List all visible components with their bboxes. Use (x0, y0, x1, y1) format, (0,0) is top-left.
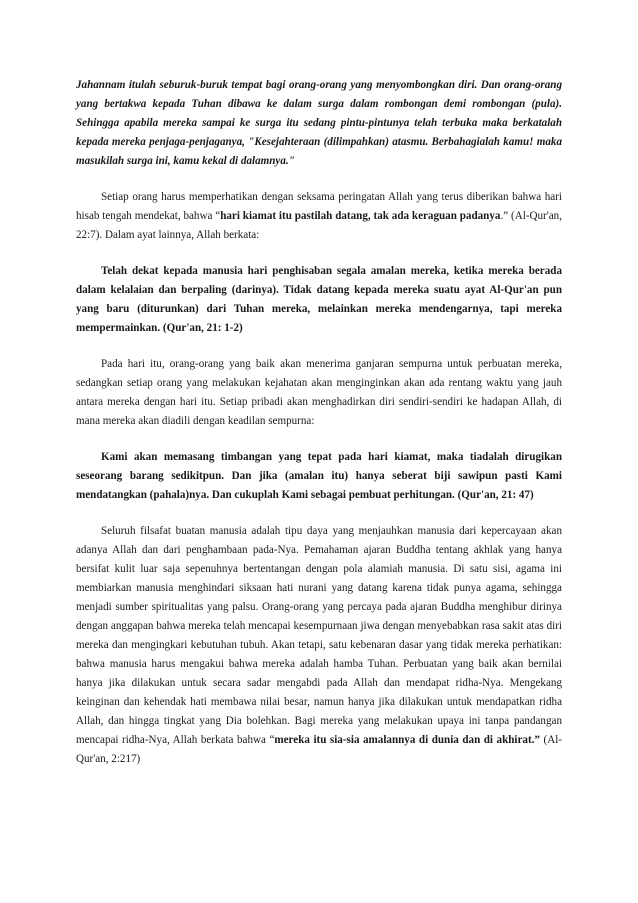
paragraph-text: (Al-Qur'an, 2:217) (76, 734, 562, 765)
paragraph-spacer (76, 505, 562, 522)
paragraph-quran-verse-21-47: Kami akan memasang timbangan yang tepat pada hari kiamat, maka tiadalah dirugikan seseorang barang sedikitpun. Dan jika (amalan itu) hanya seberat biji sawipun pasti Kami mendatangkan (pahala)nya. Dan cukuplah Kami sebagai pembuat perhitungan. (Qur'an, 21: 47) (76, 451, 562, 501)
paragraph-judgement-day: Pada hari itu, orang-orang yang baik akan menerima ganjaran sempurna untuk perbuatan mereka, sedangkan setiap orang yang melakukan kejahatan akan menginginkan akan ada rentang waktu yang jauh antara mereka dengan hari itu. Setiap pribadi akan menghadirkan diri sendiri-sendiri ke hadapan Allah, di mana mereka akan diadili dengan keadilan sempurna: (76, 358, 562, 427)
paragraph-spacer (76, 431, 562, 448)
document-body (76, 76, 562, 769)
paragraph-text: Setiap orang harus memperhatikan dengan seksama peringatan Allah yang terus diberikan bahwa hari hisab tengah mendekat, bahwa “ (76, 191, 562, 222)
paragraph-spacer (76, 338, 562, 355)
paragraph-quran-verse-21-1-2: Telah dekat kepada manusia hari penghisaban segala amalan mereka, ketika mereka berada dalam kelalaian dan berpaling (darinya). Tidak datang kepada mereka suatu ayat Al-Qur'an pun yang baru (diturunkan) dari Tuhan mereka, melainkan mereka mendengarnya, tapi mereka mempermainkan. (Qur'an, 21: 1-2) (76, 265, 562, 334)
emphasized-quote: hari kiamat itu pastilah datang, tak ada keraguan padanya (220, 210, 501, 222)
paragraph-quran-verse-jahannam: Jahannam itulah seburuk-buruk tempat bagi orang-orang yang menyombongkan diri. Dan orang-orang yang bertakwa kepada Tuhan dibawa ke dalam surga dalam rombongan demi rombongan (pula). Sehingga apabila mereka sampai ke surga itu sedang pintu-pintunya telah terbuka maka berkatalah kepada mereka penjaga-penjaganya, "Kesejahteraan (dilimpahkan) atasmu. Berbahagialah kamu! maka masukilah surga ini, kamu kekal di dalamnya." (76, 79, 562, 167)
emphasized-quote: mereka itu sia-sia amalannya di dunia dan di akhirat.” (274, 734, 540, 746)
paragraph-spacer (76, 245, 562, 262)
paragraph-text: Seluruh filsafat buatan manusia adalah tipu daya yang menjauhkan manusia dari kepercayaan akan adanya Allah dan dari penghambaan pada-Nya. Pemahaman ajaran Buddha tentang akhlak yang hanya bersifat kulit luar saja sepenuhnya bertentangan dengan pola alamiah manusia. Di satu sisi, agama ini membiarkan manusia menghindari siksaan hati nurani yang datang karena tidak punya agama, sehingga menjadi sumber spiritualitas yang palsu. Orang-orang yang percaya pada ajaran Buddha menghibur dirinya dengan anggapan bahwa mereka telah mencapai kesempurnaan jiwa dengan menyebabkan rasa sakit atas diri mereka dan mengingkari kebutuhan tubuh. Akan tetapi, satu kebenaran dasar yang tidak mereka perhatikan: bahwa manusia harus mengakui bahwa mereka adalah hamba Tuhan. Perbuatan yang baik akan bernilai hanya jika dilakukan untuk secara sadar mengabdi pada Allah dan mendapat ridha-Nya. Mengekang keinginan dan kehendak hati membawa nilai besar, namun hanya jika dilakukan untuk mendapatkan ridha Allah, dan hingga tingkat yang Dia bolehkan. Bagi mereka yang melakukan upaya ini tanpa pandangan mencapai ridha-Nya, Allah berkata bahwa “ (76, 525, 562, 746)
paragraph-spacer (76, 171, 562, 188)
paragraph-text: .” (Al-Qur'an, 22:7). Dalam ayat lainnya, Allah berkata: (76, 210, 562, 241)
paragraph-buddhism-critique (76, 522, 562, 769)
paragraph-warning-hisab (76, 188, 562, 245)
